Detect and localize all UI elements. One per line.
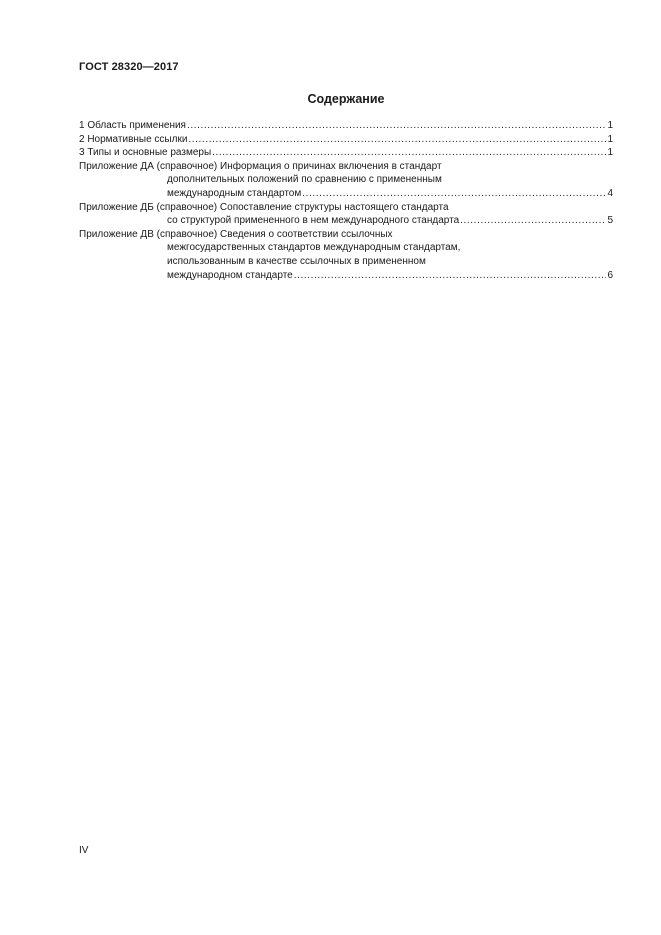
toc-leader-dots [212, 146, 606, 160]
toc-leader-dots [187, 119, 606, 133]
toc-entry-text: Приложение ДА (справочное) Информация о причинах включения в стандарт [79, 160, 442, 172]
toc-entry-page: 1 [607, 120, 613, 131]
toc-entry-page: 4 [607, 187, 613, 199]
toc-entry-text: международным стандартом [167, 187, 302, 199]
toc-entry-text: Приложение ДВ (справочное) Сведения о соответствии ссылочных [79, 228, 393, 240]
toc-entry-text: 2 Нормативные ссылки [79, 133, 188, 145]
toc-leader-dots [294, 269, 606, 283]
toc-entry-text: Приложение ДБ (справочное) Сопоставление структуры настоящего стандарта [79, 201, 449, 213]
toc-entry-text: дополнительных положений по сравнению с примененным [167, 174, 442, 186]
toc-entry-page: 6 [607, 269, 613, 281]
toc-entry-text: межгосударственных стандартов международным стандартам, [167, 242, 461, 254]
toc-entry-text: со структурой примененного в нем международного стандарта [167, 215, 460, 227]
toc-entry-normative-references[interactable] [79, 133, 613, 147]
toc-entry-scope[interactable] [79, 119, 613, 133]
toc-entry-text: 3 Типы и основные размеры [79, 147, 212, 159]
toc-entry-page: 5 [607, 215, 613, 227]
toc-entry-text: международном стандарте [167, 269, 293, 281]
toc-entry-appendix-db[interactable] [79, 201, 613, 228]
toc-entry-text: 1 Область применения [79, 120, 186, 131]
toc-entry-types-and-dimensions[interactable] [79, 146, 613, 160]
toc-leader-dots [188, 133, 606, 147]
toc-entry-text: использованным в качестве ссылочных в примененном [167, 255, 426, 267]
toc-title: Содержание [307, 92, 385, 106]
toc-entry-appendix-dv[interactable] [79, 228, 613, 282]
page-number: IV [79, 845, 89, 856]
toc-entry-page: 1 [607, 133, 613, 145]
toc-entry-page: 1 [607, 147, 613, 159]
toc-leader-dots [302, 187, 606, 201]
toc-entry-appendix-da[interactable] [79, 160, 613, 201]
document-header: ГОСТ 28320—2017 [79, 61, 179, 73]
toc-leader-dots [460, 214, 606, 228]
table-of-contents [79, 119, 613, 282]
